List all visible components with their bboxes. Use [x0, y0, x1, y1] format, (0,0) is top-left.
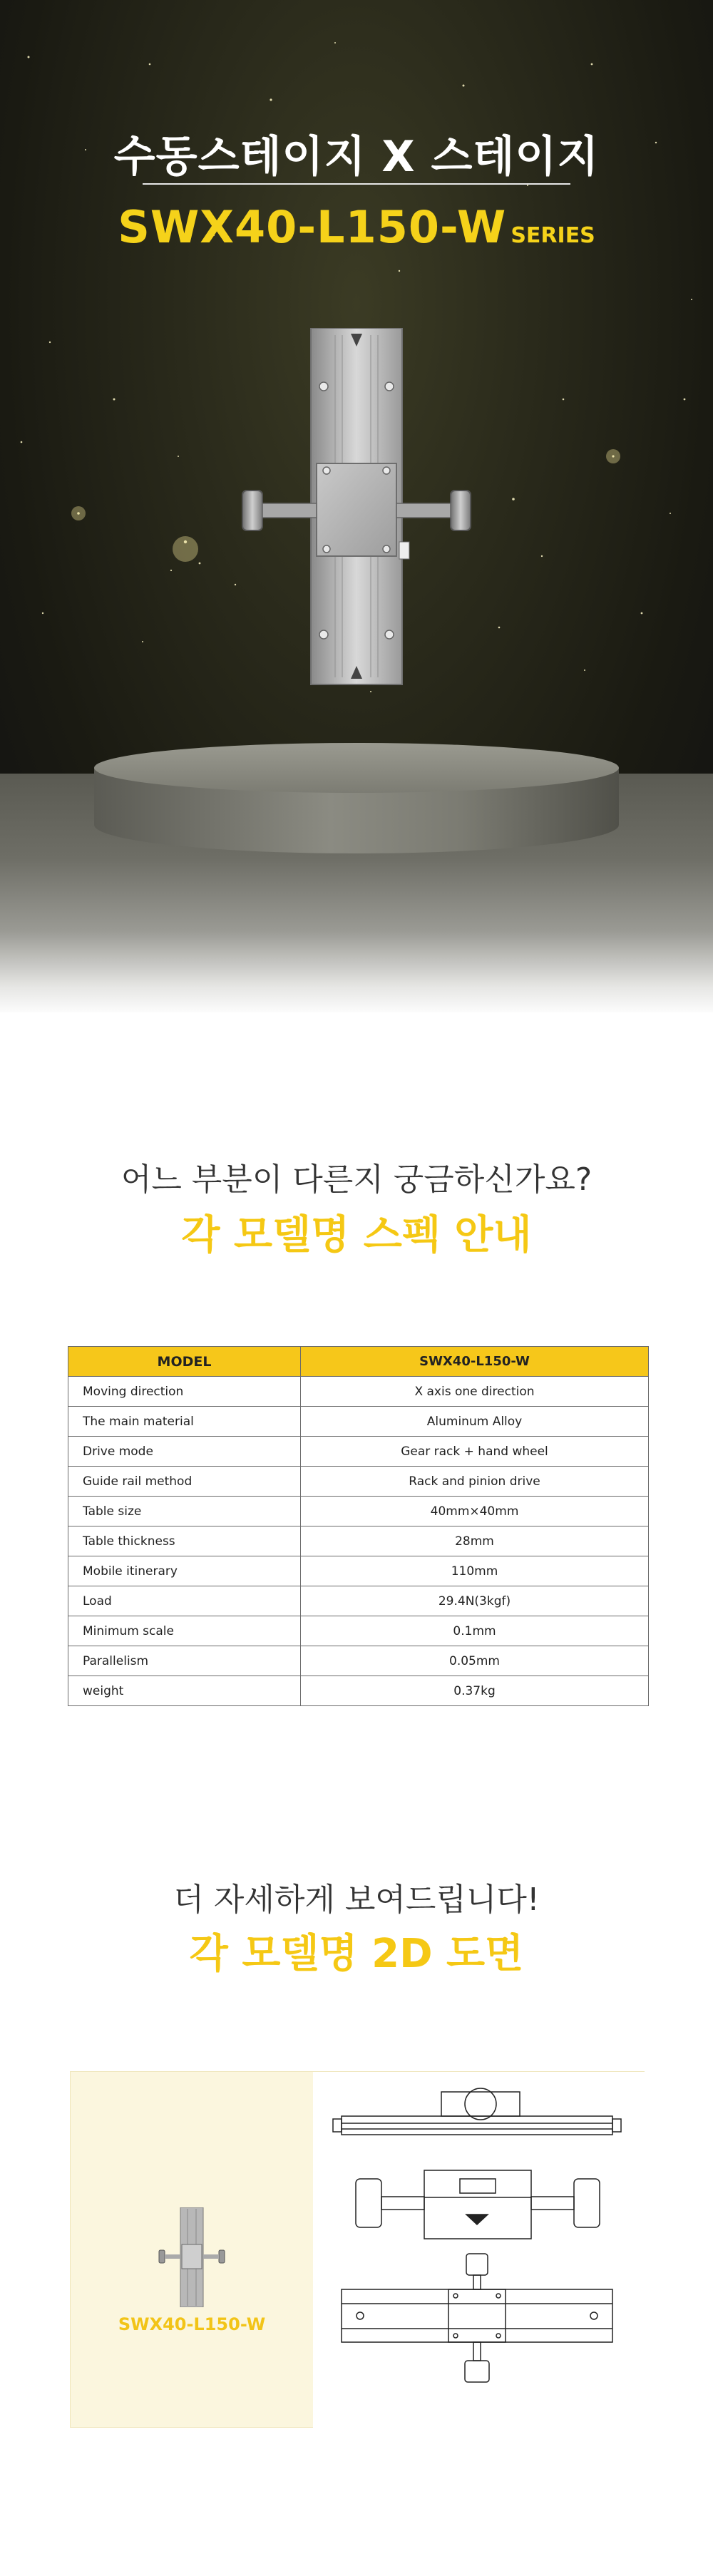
hero-banner [0, 0, 713, 1012]
pedestal-top [94, 743, 619, 793]
spec-value: 110mm [301, 1556, 649, 1586]
spec-label: Table thickness [68, 1526, 301, 1556]
spec-label: Table size [68, 1497, 301, 1526]
specs-heading: 각 모델명 스펙 안내 [181, 1212, 532, 1258]
spec-label: Mobile itinerary [68, 1556, 301, 1586]
table-row [68, 1437, 649, 1467]
spec-value: 0.05mm [301, 1646, 649, 1676]
drawing-question: 더 자세하게 보여드립니다! [173, 1882, 540, 1918]
stage-product-illustration [228, 328, 485, 699]
spec-value: 28mm [301, 1526, 649, 1556]
spec-label: Drive mode [68, 1437, 301, 1467]
spec-label: weight [68, 1676, 301, 1706]
spec-label: Minimum scale [68, 1616, 301, 1646]
spec-table [68, 1346, 649, 1706]
spec-label: The main material [68, 1407, 301, 1437]
stage-thumbnail [156, 2207, 227, 2307]
spec-label: Parallelism [68, 1646, 301, 1676]
table-row [68, 1497, 649, 1526]
hero-title: 수동스테이지 X 스테이지 [113, 132, 600, 182]
table-row [68, 1616, 649, 1646]
drawing-heading: 각 모델명 2D 도면 [189, 1931, 524, 1977]
model-number: SWX40-L150-W [118, 201, 507, 253]
spec-label: Guide rail method [68, 1467, 301, 1497]
spec-header-value: SWX40-L150-W [301, 1347, 649, 1377]
spec-value: 0.37kg [301, 1676, 649, 1706]
spec-header-label: MODEL [68, 1347, 301, 1377]
drawing-model-label: SWX40-L150-W [118, 2314, 266, 2334]
technical-drawing [313, 2072, 645, 2428]
spec-value: 29.4N(3kgf) [301, 1586, 649, 1616]
spec-label: Load [68, 1586, 301, 1616]
technical-drawing-lines [313, 2072, 645, 2428]
table-row [68, 1586, 649, 1616]
spec-value: Aluminum Alloy [301, 1407, 649, 1437]
hero-divider [143, 183, 570, 185]
spec-value: Gear rack + hand wheel [301, 1437, 649, 1467]
table-row [68, 1526, 649, 1556]
spec-value: 40mm×40mm [301, 1497, 649, 1526]
series-label: SERIES [511, 223, 595, 248]
spec-value: X axis one direction [301, 1377, 649, 1407]
table-row [68, 1467, 649, 1497]
spec-label: Moving direction [68, 1377, 301, 1407]
table-row [68, 1676, 649, 1706]
drawing-panel [70, 2071, 645, 2428]
spec-table-header-row [68, 1347, 649, 1377]
table-row [68, 1646, 649, 1676]
spec-value: 0.1mm [301, 1616, 649, 1646]
table-row [68, 1556, 649, 1586]
hero-model-name [0, 201, 713, 253]
table-row [68, 1407, 649, 1437]
specs-question: 어느 부분이 다른지 궁금하신가요? [120, 1161, 593, 1198]
table-row [68, 1377, 649, 1407]
spec-value: Rack and pinion drive [301, 1467, 649, 1497]
